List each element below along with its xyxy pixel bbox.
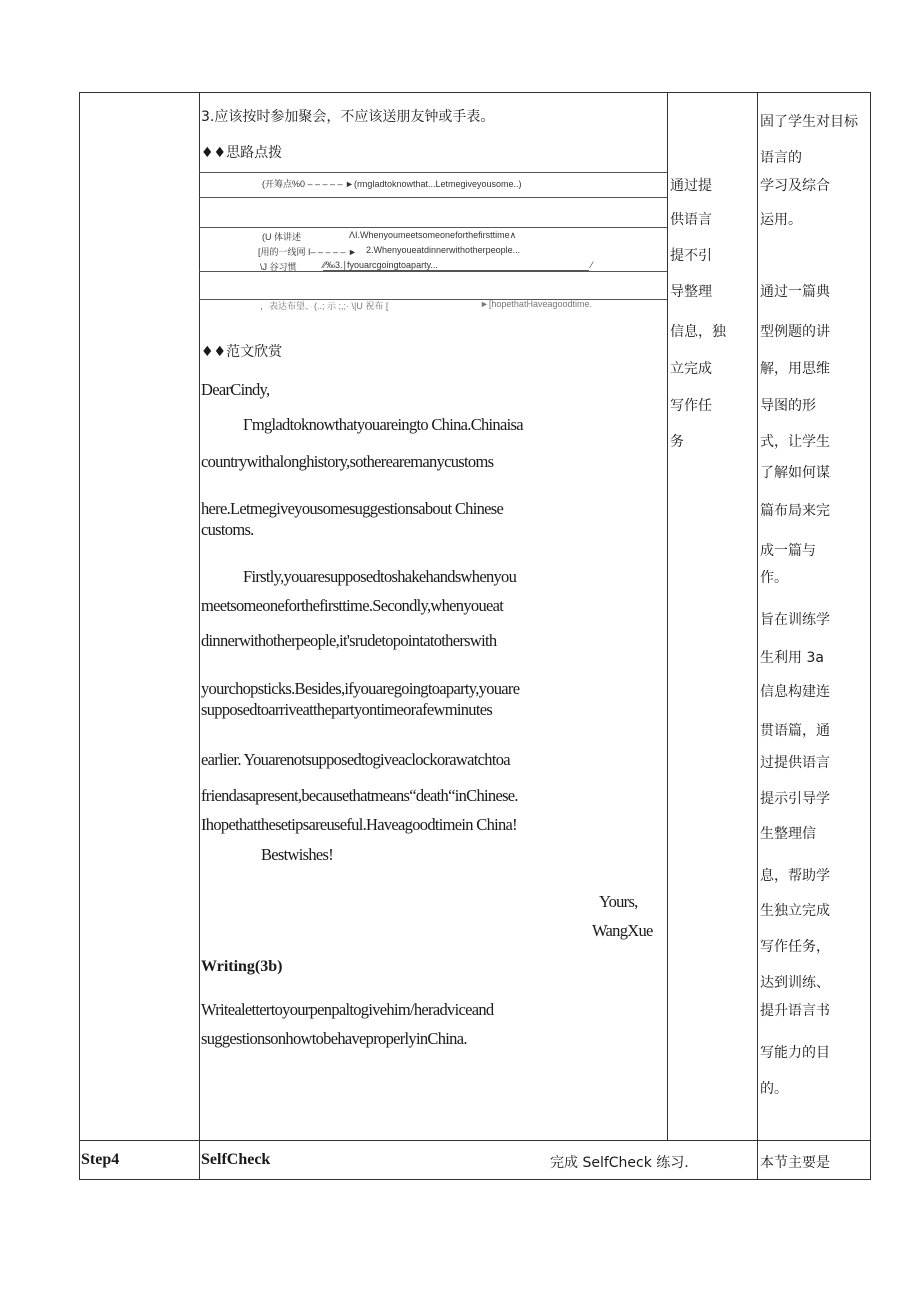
mindmap-underline	[323, 270, 589, 271]
purpose-line-12: 成一篇与	[760, 543, 816, 559]
purpose-line-17: 贯语篇，通	[760, 723, 830, 739]
purpose-line-23: 写作任务，	[760, 939, 830, 955]
essay-line-2: countrywithalonghistory,sotherearemanycustoms	[201, 452, 494, 471]
purpose-line-5: 通过一篇典	[760, 284, 830, 300]
essay-sign-yours: Yours,	[599, 892, 638, 911]
method-line-8: 务	[670, 434, 684, 450]
table-column-divider-3	[757, 92, 758, 1180]
essay-line-4: customs.	[201, 520, 254, 539]
essay-line-7: dinnerwithotherpeople,it'srudetopointatotherswith	[201, 631, 497, 650]
essay-line-11: friendasapresent,becausethatmeans“death“inChinese.	[201, 786, 518, 805]
step4-label: Step4	[81, 1151, 120, 1168]
table-border-top	[79, 92, 871, 93]
purpose-line-22: 生独立完成	[760, 903, 830, 919]
mindmap-row-2-left: (U 体讲述	[262, 232, 301, 242]
purpose-line-20: 生整理信	[760, 826, 816, 842]
table-row-divider	[79, 1140, 871, 1141]
mindmap-row-4-right: ⁄∕‰3.∣fyouarcgoingtoaparty...	[323, 260, 438, 270]
mindmap-row-2-right: ΛI.Whenyoumeetsomeoneforthefirsttime∧	[349, 230, 517, 240]
purpose-line-13: 作。	[760, 570, 788, 586]
purpose-line-6: 型例题的讲	[760, 324, 830, 340]
essay-line-5: Firstly,youaresupposedtoshakehandswhenyou	[243, 567, 517, 586]
mindmap-row-4-left: \J 谷习惯	[260, 262, 297, 272]
table-column-divider-1	[199, 92, 200, 1180]
method-line-6: 立完成	[670, 361, 712, 377]
purpose-line-2: 语言的	[760, 150, 802, 166]
essay-line-1: Γmgladtoknowthatyouareingto China.Chinaisa	[243, 415, 523, 434]
mindmap-row-5-right: ►[hopethatHaveagoodtime.	[480, 299, 592, 309]
purpose-line-24: 达到训练、	[760, 975, 830, 991]
purpose-line-16: 信息构建连	[760, 684, 830, 700]
purpose-line-25: 提升语言书	[760, 1003, 830, 1019]
mindmap-row-4-end: ⁄	[591, 260, 593, 270]
mindmap-row-3-left: [用的一线网 I– – – – – ►	[258, 247, 357, 257]
essay-line-3: here.Letmegiveyousomesuggestionsabout Chinese	[201, 499, 504, 518]
step4-purpose: 本节主要是	[760, 1155, 830, 1171]
mindmap-row-3-right: 2.Whenyoueatdinnerwithotherpeople...	[366, 245, 521, 255]
method-line-7: 写作任	[670, 398, 712, 414]
purpose-line-21: 息，帮助学	[760, 868, 830, 884]
step4-activity: SelfCheck	[201, 1151, 271, 1168]
mindmap-row-1: (开筹点%0 – – – – – ►(rmgladtoknowthat...Letmegiveyousome..)	[262, 179, 522, 189]
step4-task: 完成 SelfCheck 练习.	[550, 1155, 689, 1171]
purpose-line-1: 固了学生对目标	[760, 114, 858, 130]
tip-3: 3.应该按时参加聚会，不应该送朋友钟或手表。	[201, 109, 495, 125]
purpose-line-19: 提示引导学	[760, 791, 830, 807]
table-border-right	[870, 92, 871, 1180]
table-border-left	[79, 92, 80, 1180]
mindmap-line	[199, 227, 667, 228]
writing-task-line-1: Writealettertoyourpenpaltogivehim/heradviceand	[201, 1000, 494, 1019]
essay-sign-name: WangXue	[592, 921, 653, 940]
purpose-line-15: 生利用 3a	[760, 650, 824, 666]
purpose-line-10: 了解如何谋	[760, 465, 830, 481]
mindmap-line	[199, 197, 667, 198]
purpose-line-4: 运用。	[760, 212, 802, 228]
essay-line-9: supposedtoarriveatthepartyontimeorafewminutes	[201, 700, 493, 719]
purpose-line-9: 式，让学生	[760, 434, 830, 450]
purpose-line-18: 过提供语言	[760, 755, 830, 771]
purpose-line-27: 的。	[760, 1081, 788, 1097]
essay-line-12: Ihopethatthesetipsareuseful.Haveagoodtimein China!	[201, 815, 517, 834]
purpose-line-11: 篇布局来完	[760, 503, 830, 519]
essay-salutation: DearCindy,	[201, 380, 270, 399]
purpose-line-7: 解，用思维	[760, 361, 830, 377]
essay-line-6: meetsomeoneforthefirsttime.Secondly,whenyoueat	[201, 596, 504, 615]
purpose-line-8: 导图的形	[760, 398, 816, 414]
method-line-2: 供语言	[670, 212, 712, 228]
purpose-line-14: 旨在训练学	[760, 612, 830, 628]
mindmap-line	[199, 172, 667, 173]
essay-line-10: earlier. Youarenotsupposedtogiveaclockorawatchtoa	[201, 750, 510, 769]
table-column-divider-2	[667, 92, 668, 1140]
writing-heading: Writing(3b)	[201, 958, 283, 975]
method-line-3: 提不引	[670, 248, 712, 264]
purpose-line-3: 学习及综合	[760, 178, 830, 194]
essay-line-8: yourchopsticks.Besides,ifyouaregoingtoaparty,youare	[201, 679, 520, 698]
method-line-4: 导整理	[670, 284, 712, 300]
writing-task-line-2: suggestionsonhowtobehaveproperlyinChina.	[201, 1029, 467, 1048]
method-line-5: 信息，独	[670, 324, 726, 340]
method-line-1: 通过提	[670, 178, 712, 194]
purpose-line-26: 写能力的目	[760, 1045, 830, 1061]
essay-closing: Bestwishes!	[261, 845, 334, 864]
mindmap-row-5-left: ，表达布望、(..; 示 ;,;· \|U 祝布 [	[260, 301, 389, 311]
model-heading: ♦♦范文欣赏	[201, 344, 283, 360]
thinking-heading: ♦♦思路点拨	[201, 145, 283, 161]
table-border-bottom	[79, 1179, 871, 1180]
